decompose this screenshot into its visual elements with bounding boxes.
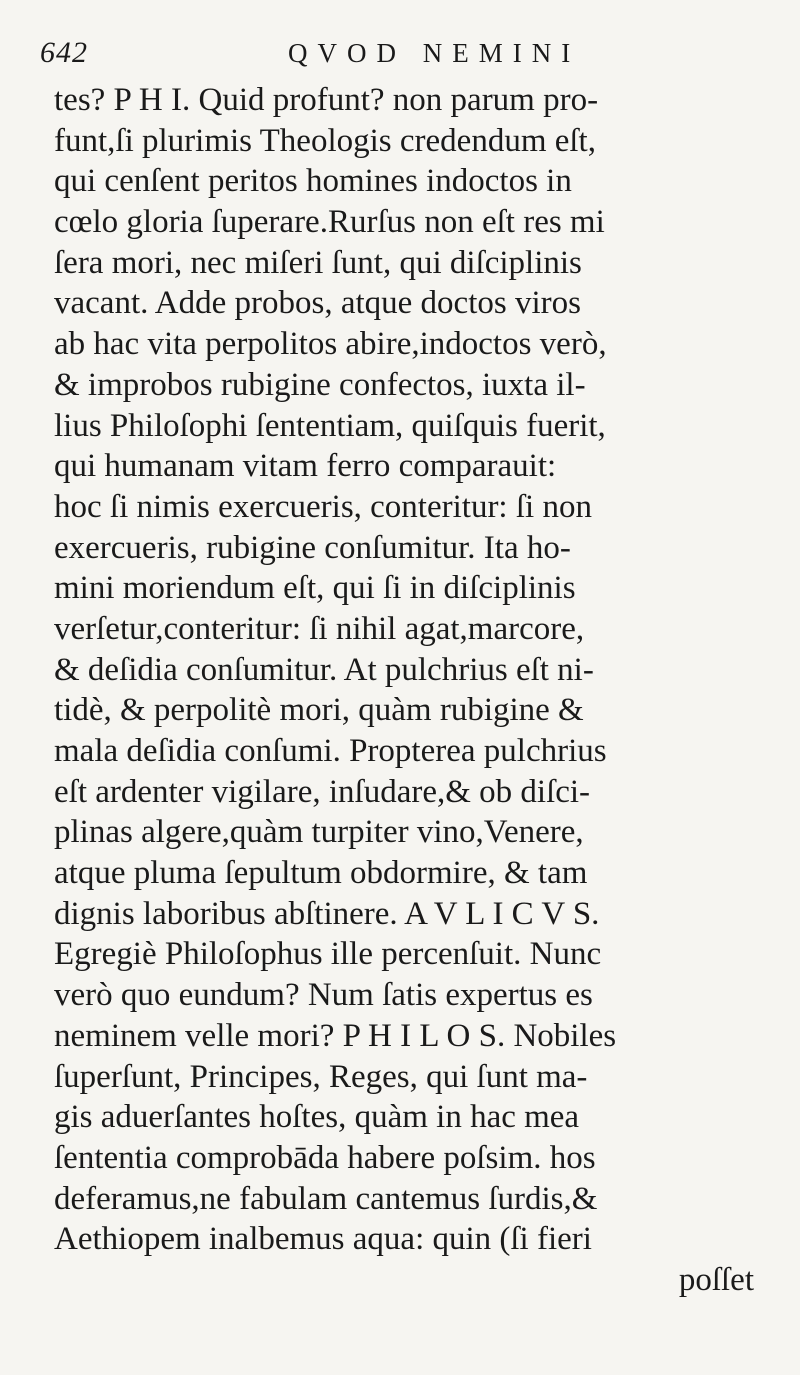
text-line: hoc ſi nimis exercueris, conteritur: ſi non: [54, 488, 592, 525]
page-number: 642: [40, 36, 88, 69]
text-line: vacant. Adde probos, atque doctos viros: [54, 285, 581, 322]
text-line: ſuperſunt, Principes, Reges, qui ſunt ma-: [54, 1058, 588, 1095]
text-line: dignis laboribus abſtinere. A V L I C V S.: [54, 895, 600, 932]
text-line: gis aduerſantes hoſtes, quàm in hac mea: [54, 1099, 580, 1136]
text-line: Aethiopem inalbemus aqua: quin (ſi fieri: [54, 1221, 592, 1258]
text-line: atque pluma ſepultum obdormire, & tam: [54, 855, 588, 892]
text-line: verſetur,conteritur: ſi nihil agat,marcore,: [54, 610, 585, 647]
text-line: neminem velle mori? P H I L O S. Nobiles: [54, 1017, 617, 1054]
text-line: verò quo eundum? Num ſatis expertus es: [54, 977, 593, 1014]
running-head: QVOD NEMINI: [288, 38, 581, 68]
text-line: plinas algere,quàm turpiter vino,Venere,: [54, 814, 584, 851]
text-line: ſera mori, nec miſeri ſunt, qui diſciplinis: [54, 244, 582, 281]
body-text: [54, 80, 794, 1301]
text-line: mala deſidia conſumi. Propterea pulchrius: [54, 733, 607, 769]
text-line: mini moriendum eſt, qui ſi in diſciplinis: [54, 570, 576, 607]
text-line: exercueris, rubigine conſumitur. Ita ho-: [54, 529, 571, 566]
text-line: qui humanam vitam ferro comparauit:: [54, 448, 557, 485]
text-line: eſt ardenter vigilare, inſudare,& ob diſci-: [54, 773, 591, 810]
page-header: [40, 36, 760, 76]
text-line: & deſidia conſumitur. At pulchrius eſt ni-: [54, 651, 594, 688]
text-line: ab hac vita perpolitos abire,indoctos verò,: [54, 326, 607, 363]
text-line: lius Philoſophi ſententiam, quiſquis fuerit,: [54, 407, 606, 444]
catchword: poſſet: [678, 1261, 754, 1298]
text-line: tes? P H I. Quid profunt? non parum pro-: [54, 82, 599, 118]
text-line: ſententia comprobāda habere poſsim. hos: [54, 1139, 596, 1176]
text-line: qui cenſent peritos homines indoctos in: [54, 163, 572, 200]
text-line: deferamus,ne fabulam cantemus ſurdis,&: [54, 1180, 598, 1217]
text-line: & improbos rubigine confectos, iuxta il-: [54, 366, 586, 403]
text-line: tidè, & perpolitè mori, quàm rubigine &: [54, 692, 584, 729]
text-line: cœlo gloria ſuperare.Rurſus non eſt res mi: [54, 204, 605, 241]
text-line: Egregiè Philoſophus ille percenſuit. Nunc: [54, 936, 602, 973]
text-line: funt,ſi plurimis Theologis credendum eſt,: [54, 122, 596, 159]
